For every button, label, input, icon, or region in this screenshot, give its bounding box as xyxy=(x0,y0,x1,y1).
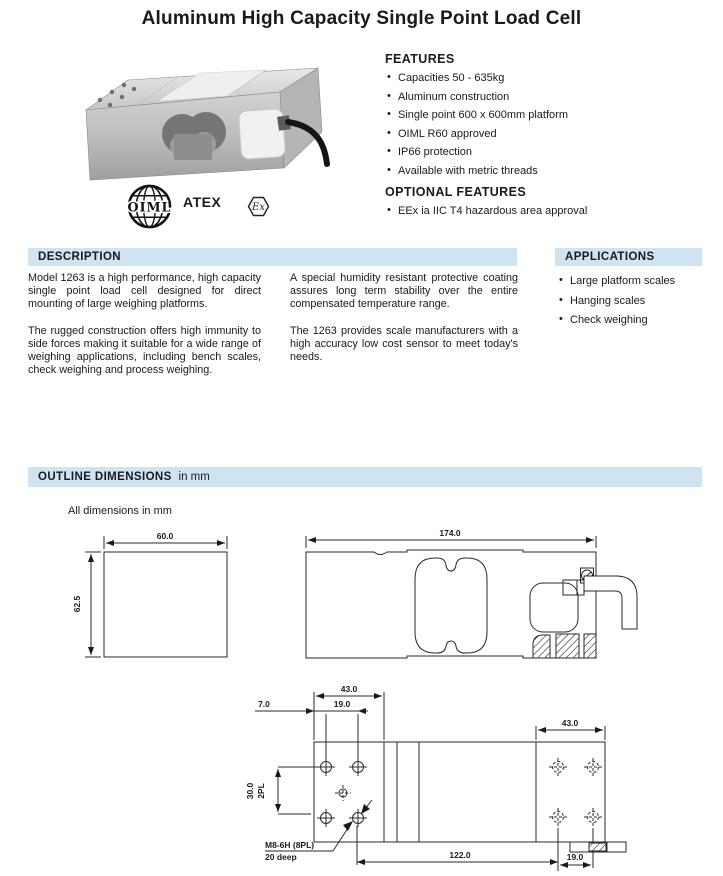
dim-plan-hole-pitch-y: 30.0 xyxy=(245,782,255,800)
side-hatch-block xyxy=(556,634,579,658)
side-view-drawing xyxy=(306,536,637,658)
dim-plan-edge-offset: 7.0 xyxy=(258,699,270,709)
outline-heading-text: OUTLINE DIMENSIONS xyxy=(38,471,172,483)
atex-label: ATEX xyxy=(183,194,222,210)
feature-item: • OIML R60 approved xyxy=(385,128,705,140)
description-column-1 xyxy=(28,272,261,390)
atex-ex-text: Ex xyxy=(252,202,265,213)
feature-item: • Available with metric threads xyxy=(385,165,705,177)
dim-plan-right-width: 43.0 xyxy=(561,718,579,728)
feature-item: • Aluminum construction xyxy=(385,91,705,103)
oiml-logo-text: OIML xyxy=(127,199,172,215)
dim-plan-pitch-note: 2PL xyxy=(256,783,266,799)
dim-plan-span: 122.0 xyxy=(449,850,471,860)
optional-features-heading: OPTIONAL FEATURES xyxy=(385,185,527,200)
front-view-drawing xyxy=(85,536,227,657)
feature-item: • Single point 600 x 600mm platform xyxy=(385,109,705,121)
feature-item: • Capacities 50 - 635kg xyxy=(385,72,705,84)
application-item: • Check weighing xyxy=(557,314,702,326)
dim-plan-hole-pitch-x: 19.0 xyxy=(333,699,351,709)
outline-drawings xyxy=(0,490,723,876)
oiml-logo-icon xyxy=(126,183,173,230)
side-body-outline xyxy=(306,550,596,658)
dim-side-length: 174.0 xyxy=(439,528,461,538)
dim-plan-left-width: 43.0 xyxy=(340,684,358,694)
dim-front-width: 60.0 xyxy=(156,531,174,541)
atex-ex-hexagon-icon xyxy=(246,195,271,218)
description-paragraph: The 1263 provides scale manufacturers with a high accuracy low cost sensor to meet today's needs. xyxy=(290,324,518,364)
feature-item: • IP66 protection xyxy=(385,146,705,158)
side-binocular-cutout xyxy=(415,558,487,653)
applications-heading: APPLICATIONS xyxy=(555,248,702,266)
outline-dimensions-heading xyxy=(28,467,702,487)
optional-feature-item: • EEx ia IIC T4 hazardous area approval xyxy=(385,205,705,217)
side-cable-gland-cutout xyxy=(530,583,578,632)
applications-section xyxy=(557,275,702,334)
product-photo xyxy=(78,60,330,190)
outline-units-text: in mm xyxy=(178,471,210,483)
dim-front-height: 62.5 xyxy=(72,595,82,613)
description-paragraph: The rugged construction offers high immunity to side forces making it suitable for a wide range of weighing applications, including bench scales, check weighing and process weighing. xyxy=(28,324,261,377)
features-section xyxy=(385,52,705,224)
dim-thread-spec: M8-6H (8PL) xyxy=(265,840,315,850)
description-heading: DESCRIPTION xyxy=(28,248,517,266)
application-item: • Hanging scales xyxy=(557,295,702,307)
dimensions-note: All dimensions in mm xyxy=(68,505,172,517)
side-hatch-block xyxy=(533,635,550,658)
application-item: • Large platform scales xyxy=(557,275,702,287)
page-title: Aluminum High Capacity Single Point Load Cell xyxy=(141,8,582,29)
features-heading: FEATURES xyxy=(385,52,455,66)
loadcell-label xyxy=(238,109,285,160)
side-hatch-block xyxy=(584,634,596,658)
dim-plan-right-pitch: 19.0 xyxy=(566,852,584,862)
description-column-2 xyxy=(290,272,518,377)
description-paragraph: Model 1263 is a high performance, high capacity single point load cell designed for direct mounting of large weighing platforms. xyxy=(28,272,261,311)
plan-center-hole xyxy=(335,785,351,801)
dim-thread-depth: 20 deep xyxy=(265,852,297,862)
plan-cable-clamp xyxy=(589,843,606,851)
plan-holes-right xyxy=(549,758,602,826)
description-paragraph: A special humidity resistant protective coating assures long term stability over the entire compensated temperature range. xyxy=(290,272,518,311)
side-cable-bend xyxy=(584,576,637,629)
